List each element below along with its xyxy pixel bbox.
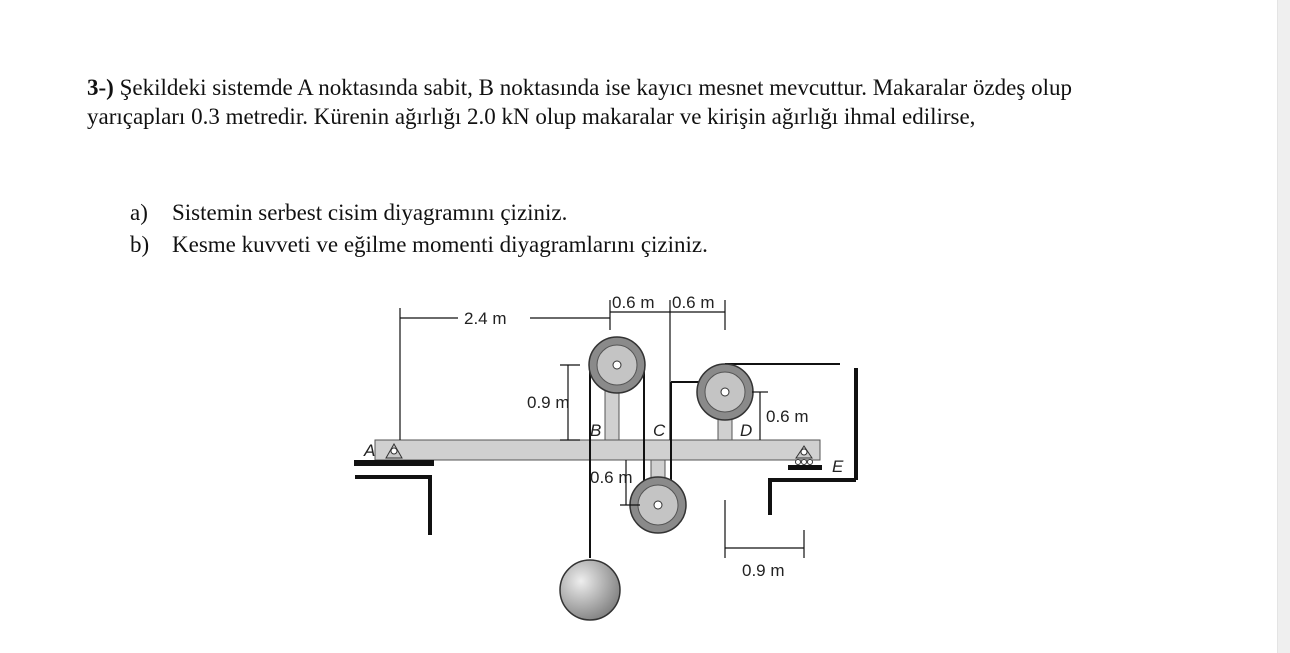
dim-2-4m: 2.4 m — [464, 309, 507, 328]
beam — [375, 440, 820, 460]
problem-number: 3-) — [87, 75, 114, 100]
pulley-b — [589, 337, 645, 393]
question-list — [130, 197, 708, 261]
question-text: Kesme kuvveti ve eğilme momenti diyagramlarını çiziniz. — [172, 232, 708, 257]
dim-0-6m-c: 0.6 m — [590, 468, 633, 487]
problem-statement — [87, 73, 1137, 131]
left-wall — [355, 477, 430, 535]
dim-0-9m-horizontal: 0.9 m — [742, 561, 785, 580]
pulley-d — [697, 364, 753, 420]
dim-0-6m-d: 0.6 m — [766, 407, 809, 426]
point-label-b: B — [590, 421, 602, 440]
question-item-a — [130, 197, 708, 229]
question-item-b — [130, 229, 708, 261]
scrollbar[interactable] — [1277, 0, 1290, 653]
problem-text: Şekildeki sistemde A noktasında sabit, B noktasında ise kayıcı mesnet mevcuttur. Makaralar özdeş olup yarıçapları 0.3 metredir. Kürenin ağırlığı 2.0 kN olup makaralar ve kirişin ağırlığı ihmal edilirse, — [87, 75, 1072, 129]
point-label-c: C — [653, 421, 666, 440]
right-wall — [770, 480, 856, 515]
point-label-d: D — [740, 421, 753, 440]
question-text: Sistemin serbest cisim diyagramını çiziniz. — [172, 200, 568, 225]
dim-0-9m-vertical: 0.9 m — [527, 393, 570, 412]
point-label-e: E — [832, 457, 844, 476]
beam-pulley-figure — [340, 290, 860, 630]
dim-0-6m-right: 0.6 m — [672, 293, 715, 312]
point-label-a: A — [364, 441, 376, 460]
question-marker: a) — [130, 200, 148, 225]
hanging-ball — [560, 560, 620, 620]
dim-0-6m-left: 0.6 m — [612, 293, 655, 312]
question-marker: b) — [130, 232, 150, 257]
